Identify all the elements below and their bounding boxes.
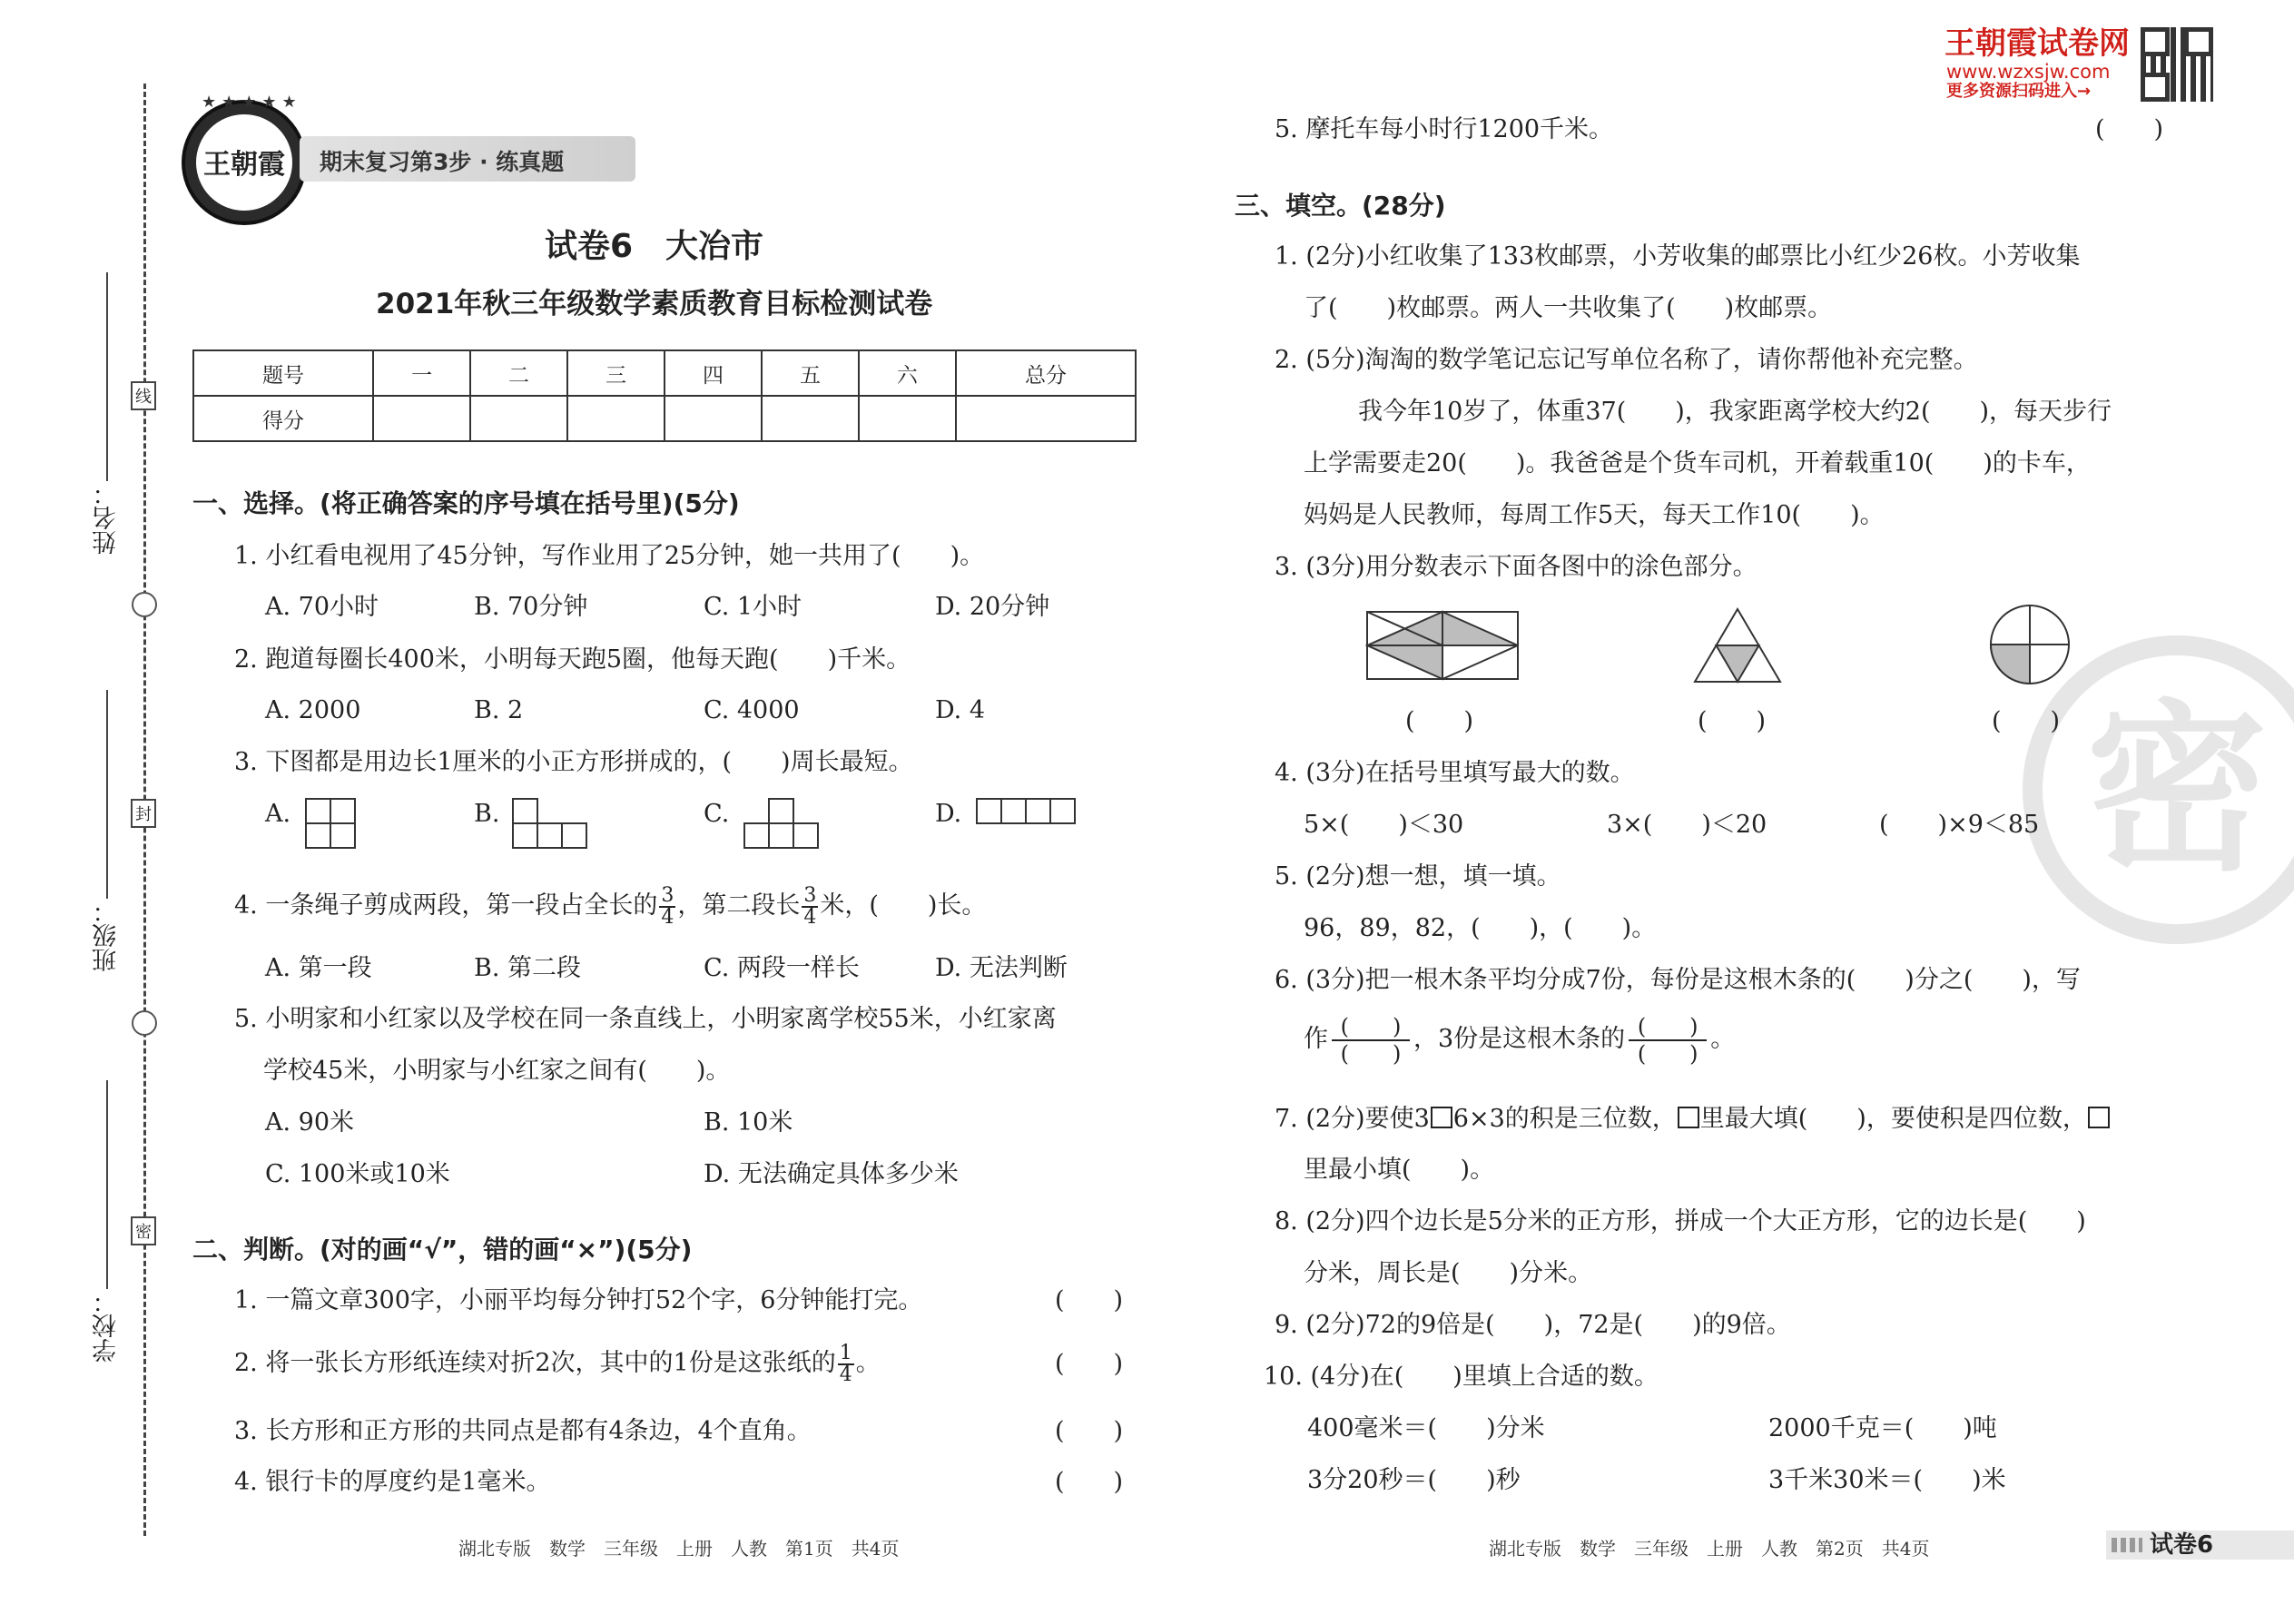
frac-num: 1: [839, 1341, 852, 1364]
s3-q2-line3: 上学需要走20( )。我爸爸是个货车司机，开着载重10( )的卡车，: [1304, 449, 2091, 477]
brand-url: www.wzxsjw.com: [1946, 61, 2111, 83]
blank-fraction[interactable]: [1629, 1014, 1707, 1067]
s3-q4-item-3[interactable]: ( )×9＜85: [1879, 811, 2040, 839]
s1-q2-opt-a[interactable]: A. 2000: [265, 696, 361, 724]
name-line: [106, 272, 108, 481]
fraction-three-quarters: [802, 883, 818, 929]
frac-num: 3: [803, 883, 817, 907]
frac-num: 3: [661, 883, 674, 907]
s3-q2-line2: 我今年10岁了，体重37( )，我家距离学校大约2( )，每天步行: [1358, 398, 2112, 426]
s1-q4-text-a: 4. 一条绳子剪成两段，第一段占全长的: [234, 891, 658, 920]
s1-q4-opt-d[interactable]: D. 无法判断: [935, 954, 1068, 982]
s2-q1: 1. 一篇文章300字，小丽平均每分钟打52个字，6分钟能打完。: [234, 1286, 923, 1314]
s1-q1-opt-b[interactable]: B. 70分钟: [474, 593, 588, 621]
square-shape-c: [743, 797, 824, 851]
blank-box-icon: [2088, 1107, 2110, 1128]
s2-q4: 4. 银行卡的厚度约是1毫米。: [234, 1468, 551, 1496]
shaded-triangle-figure: [1692, 606, 1783, 684]
score-header-cell: 一: [373, 350, 470, 396]
binding-hole: [132, 1010, 157, 1036]
s2-q2: [234, 1336, 881, 1391]
s3-q10-item-4[interactable]: 3千米30米＝( )米: [1768, 1466, 2006, 1494]
s2-q2-text-b: 。: [855, 1349, 881, 1377]
s1-q1-opt-d[interactable]: D. 20分钟: [935, 593, 1050, 621]
frac-den: 4: [803, 905, 817, 929]
s2-q2-answer[interactable]: ( ): [1055, 1350, 1124, 1378]
s1-q4: [234, 879, 986, 933]
square-shape-b: [511, 797, 593, 851]
s1-q1-opt-a[interactable]: A. 70小时: [265, 593, 379, 621]
s3-q5-sequence[interactable]: 96，89，82，( )，( )。: [1304, 914, 1657, 942]
brand-name: 王朝霞试卷网: [1944, 25, 2130, 62]
binding-hole: [132, 592, 157, 617]
binding-mark-mi: 密: [131, 1216, 156, 1245]
s3-q6-line2: [1304, 1011, 1735, 1068]
s3-q7-text-b: 6×3的积是三位数，: [1452, 1105, 1677, 1133]
blank-box-icon: [1431, 1107, 1452, 1128]
s2-q5-answer[interactable]: ( ): [2095, 115, 2164, 143]
s3-q7-text-d: 里最小填( )。: [1304, 1156, 1495, 1184]
shaded-circle-figure: [1988, 603, 2072, 686]
s1-q2-opt-d[interactable]: D. 4: [935, 696, 986, 724]
s3-q4-item-1[interactable]: 5×( )＜30: [1304, 811, 1464, 839]
score-cell[interactable]: [859, 396, 956, 441]
s1-q3: 3. 下图都是用边长1厘米的小正方形拼成的，( )周长最短。: [234, 748, 913, 776]
section1-title: 一、选择。(将正确答案的序号填在括号里)(5分): [192, 488, 740, 518]
s3-q6-line1: 6. (3分)把一根木条平均分成7份，每份是这根木条的( )分之( )，写: [1275, 966, 2081, 994]
s1-q2-opt-b[interactable]: B. 2: [474, 696, 524, 724]
blank-fraction[interactable]: [1332, 1014, 1410, 1067]
s1-q1-opt-c[interactable]: C. 1小时: [704, 593, 802, 621]
tag-dots-icon: [2112, 1538, 2142, 1552]
s1-q3-opt-c[interactable]: C.: [704, 800, 730, 828]
s3-q4: 4. (3分)在括号里填写最大的数。: [1275, 759, 1635, 787]
s3-q6-text-a: 作: [1304, 1025, 1328, 1053]
s1-q2-opt-c[interactable]: C. 4000: [704, 696, 800, 724]
s3-q1-line2: 了( )枚邮票。两人一共收集了( )枚邮票。: [1304, 294, 1833, 322]
s1-q1: 1. 小红看电视用了45分钟，写作业用了25分钟，她一共用了( )。: [234, 542, 985, 570]
binding-mark-feng: 封: [131, 799, 156, 828]
score-header-cell: 题号: [193, 350, 373, 396]
frac-den: 4: [839, 1363, 852, 1386]
class-label: 班级：: [93, 899, 121, 972]
s2-q4-answer[interactable]: ( ): [1055, 1468, 1124, 1496]
s2-q3: 3. 长方形和正方形的共同点是都有4条边，4个直角。: [234, 1417, 812, 1445]
s1-q4-text-c: 米，( )长。: [820, 891, 987, 920]
score-row: [193, 396, 1136, 441]
s3-q8-line2: 分米，周长是( )分米。: [1304, 1259, 1593, 1287]
score-row-label: 得分: [193, 396, 373, 441]
s2-q3-answer[interactable]: ( ): [1055, 1417, 1124, 1445]
footer-right: 湖北专版 数学 三年级 上册 人教 第2页 共4页: [1489, 1538, 1930, 1560]
s3-q7-text-a: 7. (2分)要使3: [1275, 1105, 1430, 1133]
s3-q10-item-2[interactable]: 2000千克＝( )吨: [1768, 1414, 1997, 1442]
s2-q1-answer[interactable]: ( ): [1055, 1286, 1124, 1314]
shaded-rectangle-figure: [1365, 610, 1521, 683]
score-header-cell: 总分: [956, 350, 1136, 396]
s2-q2-text-a: 2. 将一张长方形纸连续对折2次，其中的1份是这张纸的: [234, 1349, 836, 1377]
score-header-cell: 二: [470, 350, 567, 396]
s1-q3-opt-b[interactable]: B.: [474, 800, 500, 828]
s1-q4-opt-c[interactable]: C. 两段一样长: [704, 954, 860, 982]
s1-q5-opt-d[interactable]: D. 无法确定具体多少米: [704, 1160, 959, 1188]
score-header-cell: 三: [567, 350, 665, 396]
s1-q4-opt-a[interactable]: A. 第一段: [265, 954, 372, 982]
paper-tag: 试卷6: [2150, 1531, 2214, 1559]
s3-q9: 9. (2分)72的9倍是( )，72是( )的9倍。: [1275, 1311, 1791, 1339]
name-label: 姓名：: [93, 481, 121, 555]
s3-q1-line1: 1. (2分)小红收集了133枚邮票，小芳收集的邮票比小红少26枚。小芳收集: [1275, 242, 2081, 271]
s1-q5-opt-b[interactable]: B. 10米: [704, 1108, 793, 1137]
s3-q7-line1: [1275, 1104, 2111, 1135]
frac-den: ( ): [1637, 1040, 1698, 1067]
fraction-three-quarters: [659, 883, 675, 929]
s2-q5: 5. 摩托车每小时行1200千米。: [1275, 115, 1614, 143]
score-cell[interactable]: [956, 396, 1136, 441]
s3-q10-item-1[interactable]: 400毫米＝( )分米: [1307, 1414, 1545, 1442]
class-line: [106, 690, 108, 899]
s3-q8-line1: 8. (2分)四个边长是5分米的正方形，拼成一个大正方形，它的边长是( ): [1275, 1207, 2086, 1235]
s3-q7-line2: [1304, 1155, 1494, 1186]
s1-q2: 2. 跑道每圈长400米，小明每天跑5圈，他每天跑( )千米。: [234, 645, 911, 674]
s3-q10: 10. (4分)在( )里填上合适的数。: [1264, 1363, 1659, 1391]
s3-q2-line1: 2. (5分)淘淘的数学笔记忘记写单位名称了，请你帮他补充完整。: [1275, 346, 1978, 374]
frac-den: ( ): [1340, 1040, 1402, 1067]
s1-q4-opt-b[interactable]: B. 第二段: [474, 954, 582, 982]
s3-q4-item-2[interactable]: 3×( )＜20: [1607, 811, 1767, 839]
school-line: [106, 1080, 108, 1289]
s1-q5-opt-c[interactable]: C. 100米或10米: [265, 1160, 450, 1188]
score-header-cell: 六: [859, 350, 956, 396]
s3-q7-text-c: 里最大填( )，要使积是四位数，: [1699, 1105, 2087, 1133]
score-header-cell: 四: [665, 350, 762, 396]
watermark-text: 密: [2086, 684, 2269, 896]
s3-q6-text-c: 。: [1710, 1025, 1736, 1053]
s3-q3-answer-2[interactable]: ( ): [1698, 707, 1767, 735]
s3-q3: 3. (3分)用分数表示下面各图中的涂色部分。: [1275, 553, 1757, 581]
square-shape-a: [304, 797, 359, 851]
page-subtitle: 2021年秋三年级数学素质教育目标检测试卷: [376, 288, 933, 320]
s3-q3-answer-1[interactable]: ( ): [1405, 707, 1474, 735]
blank-box-icon: [1678, 1107, 1699, 1128]
score-cell[interactable]: [373, 396, 470, 441]
score-header-cell: 五: [762, 350, 859, 396]
section2-title: 二、判断。(对的画“√”，错的画“×”)(5分): [192, 1235, 693, 1265]
qr-code-icon: [2141, 27, 2213, 102]
page-title: 试卷6 大冶市: [545, 228, 764, 265]
s3-q2-line4: 妈妈是人民教师，每周工作5天，每天工作10( )。: [1304, 501, 1885, 529]
s3-q5: 5. (2分)想一想，填一填。: [1275, 862, 1561, 891]
square-shape-d: [975, 797, 1082, 828]
s1-q5-line1: 5. 小明家和小红家以及学校在同一条直线上，小明家离学校55米，小红家离: [234, 1005, 1057, 1033]
fraction-one-quarter: [838, 1343, 854, 1385]
score-cell[interactable]: [567, 396, 665, 441]
binding-mark-xian: 线: [131, 381, 156, 410]
s1-q3-opt-d[interactable]: D.: [935, 800, 962, 828]
s1-q4-text-b: ，第二段长: [677, 891, 801, 920]
frac-den: 4: [661, 905, 674, 929]
score-table: [192, 349, 1137, 442]
frac-num: ( ): [1629, 1014, 1707, 1041]
logo-text: 王朝霞: [203, 149, 285, 181]
s3-q10-item-3[interactable]: 3分20秒＝( )秒: [1307, 1466, 1521, 1494]
s3-q6-text-b: ，3份是这根木条的: [1413, 1025, 1626, 1053]
section3-title: 三、填空。(28分): [1235, 191, 1446, 221]
s1-q5-opt-a[interactable]: A. 90米: [265, 1108, 355, 1137]
s3-q3-answer-3[interactable]: ( ): [1992, 707, 2061, 735]
s1-q3-opt-a[interactable]: A.: [265, 800, 291, 828]
frac-num: ( ): [1332, 1014, 1410, 1041]
banner: [300, 136, 635, 182]
score-cell[interactable]: [470, 396, 567, 441]
school-label: 学校：: [93, 1289, 121, 1363]
logo-badge: 王朝霞 ★★★★★: [182, 100, 307, 225]
footer-left: 湖北专版 数学 三年级 上册 人教 第1页 共4页: [458, 1538, 900, 1560]
score-header-row: [193, 350, 1136, 396]
brand-tagline: 更多资源扫码进入→: [1946, 82, 2092, 101]
score-cell[interactable]: [762, 396, 859, 441]
s1-q5-line2: 学校45米，小明家与小红家之间有( )。: [263, 1057, 731, 1085]
banner-text: 期末复习第3步 · 练真题: [320, 149, 565, 175]
score-cell[interactable]: [665, 396, 762, 441]
